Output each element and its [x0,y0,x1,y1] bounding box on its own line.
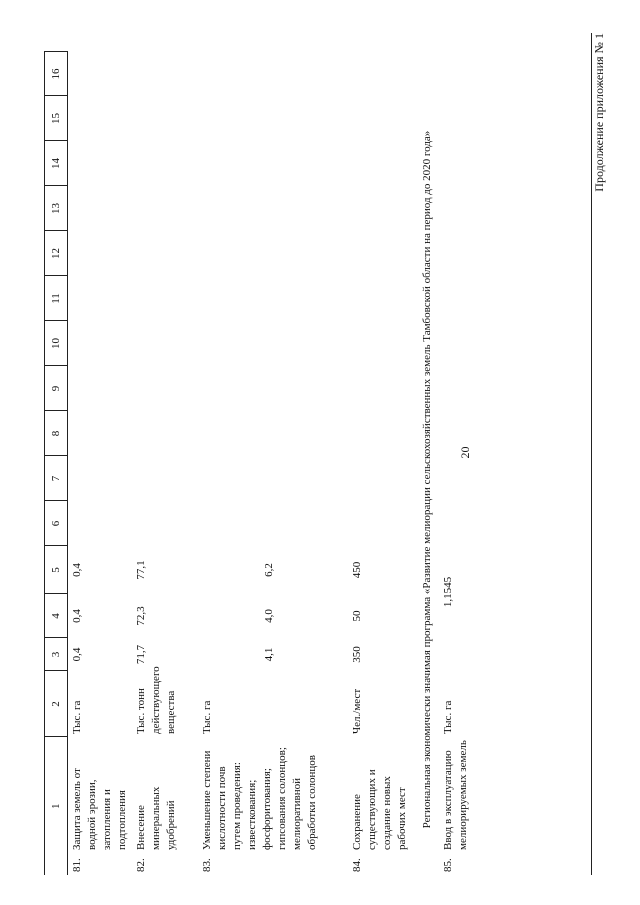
value-col3: 0,4 [71,647,83,662]
sub-item: фосфоритования; [261,768,273,850]
program-header-row [418,28,439,875]
value-col5: 1,1545 [442,576,454,608]
value-col5: 77,1 [135,560,147,580]
value-col4: 50 [351,610,363,622]
unit-cell: Тыс. га [201,700,213,734]
column-header-6: 6 [45,501,68,546]
row-number: 83. [201,858,213,872]
column-header-13: 13 [45,186,68,231]
value-col3: 71,7 [135,644,147,665]
indicator-name: Защита земель от водной эрозии, затопления и подтопления [71,768,128,850]
indicator-name: Ввод в эксплуатацию мелиорируемых земель [442,740,469,850]
value-col4: 0,4 [71,609,83,623]
table-row [198,28,348,875]
value-col3 [198,638,348,671]
value-col3: 350 [351,646,363,663]
sub-item: мелиоративной обработки солонцов [291,755,318,850]
empty-cells [132,28,198,546]
empty-cells [348,28,418,546]
unit-cell: Тыс. га [442,700,454,734]
table-row [132,28,198,875]
column-header-8: 8 [45,411,68,456]
indicator-name: Внесение минеральных удобрений [135,786,177,850]
column-header-1: 1 [45,737,68,875]
column-header-9: 9 [45,366,68,411]
appendix-title: Продолжение приложения № 1 [592,33,606,192]
value-col5 [198,546,348,594]
row-number: 84. [351,858,363,872]
column-header-16: 16 [45,52,68,96]
column-header-3: 3 [45,638,68,671]
empty-cells [68,28,133,546]
value-text: 6,2 [263,563,275,577]
value-text: 4,0 [263,609,275,623]
value-col5: 0,4 [71,563,83,577]
unit-cell: Чел./мест [351,688,363,734]
value-col4: 72,3 [135,606,147,626]
indicator-name: Сохранение существующих и создание новых рабочих мест [351,769,408,850]
column-number-row [45,28,68,875]
unit-cell: Тыс. тонн действующего вещества [135,666,177,734]
empty-cells [198,28,348,546]
column-header-2: 2 [45,671,68,737]
page-number: 20 [458,446,472,459]
table-row [439,28,519,875]
column-header-5: 5 [45,546,68,594]
indicator-name-main: Уменьшение степени кислотности почв путем проведения: [201,750,243,850]
column-header-10: 10 [45,321,68,366]
value-col3 [439,638,519,671]
column-header-12: 12 [45,231,68,276]
value-text: 4,1 [263,647,275,662]
indicators-table [44,28,519,875]
table-row [348,28,418,875]
value-col5: 450 [351,561,363,579]
sub-item: известкования; [246,779,258,850]
row-number: 81. [71,858,83,872]
indicator-name [198,737,348,853]
unit-cell: Тыс. га [71,700,83,734]
sub-item: гипсования солонцов; [276,747,288,850]
row-number: 85. [442,858,454,872]
column-header-7: 7 [45,456,68,501]
program-header: Региональная экономически значимая программа «Развитие мелиорации сельскохозяйственных земель Тамбовской области на период до 2020 года» [421,130,433,829]
row-number: 82. [135,858,147,872]
column-header-11: 11 [45,276,68,321]
column-header-14: 14 [45,141,68,186]
column-header-15: 15 [45,96,68,141]
empty-cells [439,28,519,546]
table-row [68,28,133,875]
column-header-4: 4 [45,594,68,638]
value-col4 [198,594,348,638]
